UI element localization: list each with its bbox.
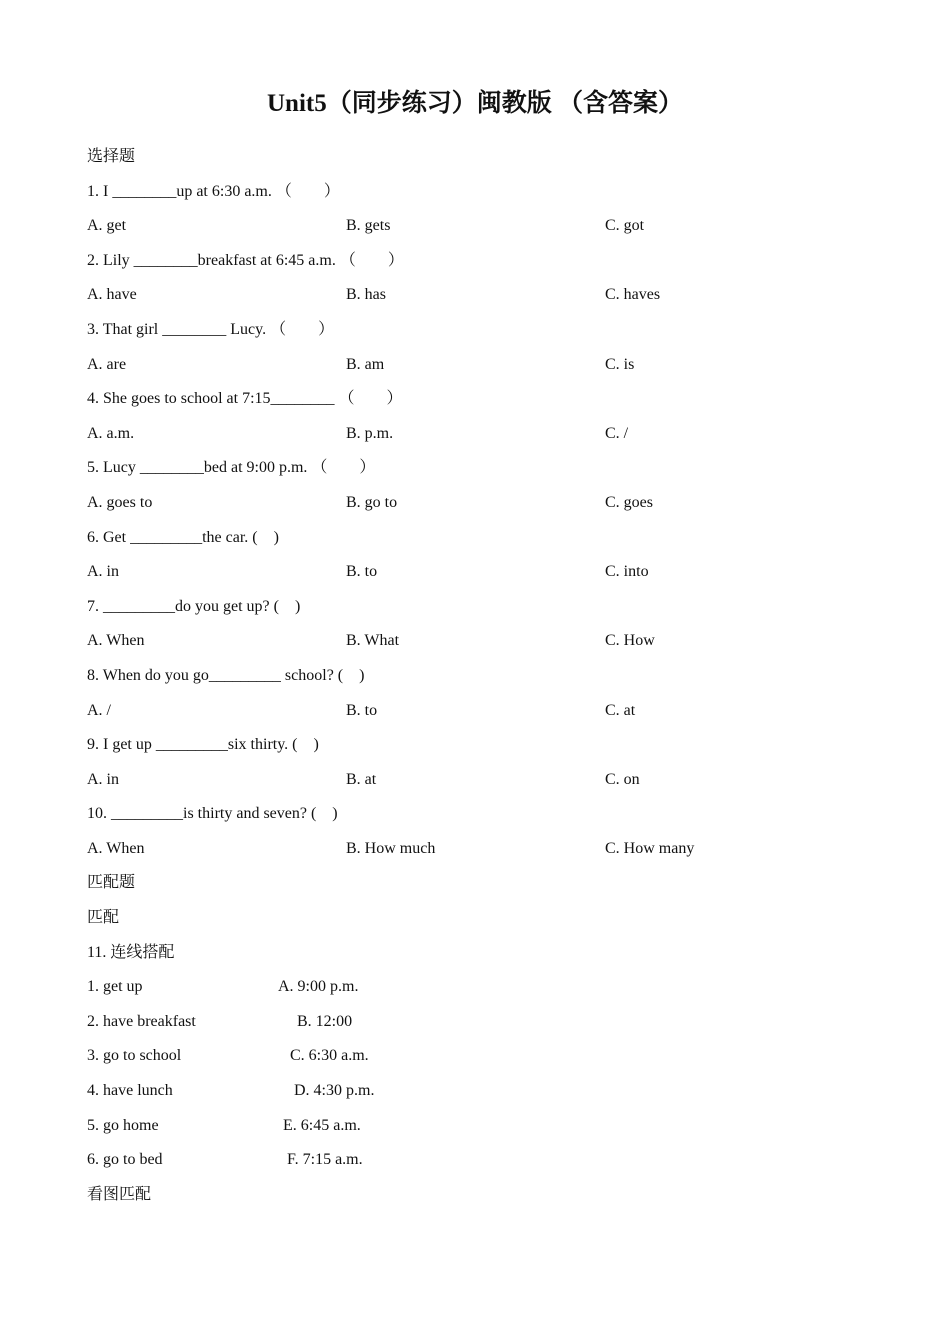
matching-row xyxy=(87,1074,887,1109)
option-b: B. to xyxy=(346,563,378,581)
matching-row xyxy=(87,1005,887,1040)
option-c: C. into xyxy=(605,563,649,581)
matching-time: F. 7:15 a.m. xyxy=(287,1151,363,1169)
matching-time: A. 9:00 p.m. xyxy=(278,978,359,996)
option-c: C. on xyxy=(605,770,640,788)
matching-row xyxy=(87,1109,887,1144)
matching-row xyxy=(87,1143,887,1178)
option-c: C. haves xyxy=(605,286,661,304)
question-stem: 5. Lucy ________bed at 9:00 p.m. （ ） xyxy=(87,459,376,477)
question-options xyxy=(87,417,887,452)
subsection-heading-match: 匹配 xyxy=(87,909,120,927)
option-a: A. When xyxy=(87,632,145,650)
option-c: C. / xyxy=(605,424,629,442)
option-c: C. How many xyxy=(605,839,695,857)
option-c: C. goes xyxy=(605,493,653,511)
option-b: B. What xyxy=(346,632,400,650)
question-options xyxy=(87,624,887,659)
question-stem: 3. That girl ________ Lucy. （ ） xyxy=(87,320,335,338)
question-options xyxy=(87,832,887,867)
option-c: C. got xyxy=(605,217,645,235)
matching-activity: 5. go home xyxy=(87,1116,159,1134)
option-b: B. How much xyxy=(346,839,436,857)
option-a: A. get xyxy=(87,217,127,235)
option-b: B. am xyxy=(346,355,385,373)
page-title: Unit5（同步练习）闽教版 （含答案） xyxy=(267,90,683,117)
section-heading-choice: 选择题 xyxy=(87,148,136,165)
question-stem: 7. _________do you get up? ( ) xyxy=(87,597,301,615)
matching-activity: 2. have breakfast xyxy=(87,1012,196,1030)
matching-row xyxy=(87,1039,887,1074)
option-a: A. / xyxy=(87,701,111,719)
question-stem: 1. I ________up at 6:30 a.m. （ ） xyxy=(87,182,340,200)
option-a: A. a.m. xyxy=(87,424,135,442)
option-a: A. When xyxy=(87,839,145,857)
option-b: B. has xyxy=(346,286,386,304)
question-stem: 6. Get _________the car. ( ) xyxy=(87,528,279,546)
matching-row xyxy=(87,970,887,1005)
option-a: A. in xyxy=(87,563,119,581)
matching-activity: 4. have lunch xyxy=(87,1082,173,1100)
question-options xyxy=(87,486,887,521)
matching-time: D. 4:30 p.m. xyxy=(294,1082,375,1100)
option-a: A. goes to xyxy=(87,493,153,511)
option-a: A. are xyxy=(87,355,127,373)
question-list xyxy=(87,175,887,867)
matching-activity: 1. get up xyxy=(87,978,143,996)
option-b: B. go to xyxy=(346,493,398,511)
question-stem: 2. Lily ________breakfast at 6:45 a.m. （ ） xyxy=(87,251,404,269)
matching-activity: 3. go to school xyxy=(87,1047,182,1065)
matching-activity: 6. go to bed xyxy=(87,1151,163,1169)
question-stem: 9. I get up _________six thirty. ( ) xyxy=(87,736,319,754)
question-options xyxy=(87,555,887,590)
option-c: C. at xyxy=(605,701,636,719)
question-options xyxy=(87,763,887,798)
question-stem: 8. When do you go_________ school? ( ) xyxy=(87,666,365,684)
question-options xyxy=(87,278,887,313)
worksheet-content xyxy=(87,140,887,1212)
matching-list xyxy=(87,970,887,1178)
option-c: C. is xyxy=(605,355,635,373)
option-b: B. to xyxy=(346,701,378,719)
option-b: B. p.m. xyxy=(346,424,394,442)
option-c: C. How xyxy=(605,632,655,650)
section-heading-match: 匹配题 xyxy=(87,874,136,892)
matching-time: E. 6:45 a.m. xyxy=(283,1116,361,1134)
matching-time: C. 6:30 a.m. xyxy=(290,1047,369,1065)
section-heading-picture-match: 看图匹配 xyxy=(87,1185,152,1203)
matching-time: B. 12:00 xyxy=(297,1012,353,1030)
question-stem: 4. She goes to school at 7:15________ （ ） xyxy=(87,390,403,408)
question-options xyxy=(87,209,887,244)
question-stem: 10. _________is thirty and seven? ( ) xyxy=(87,805,338,823)
question-11-label: 11. 连线搭配 xyxy=(87,943,175,961)
option-b: B. gets xyxy=(346,217,391,235)
question-options xyxy=(87,694,887,729)
option-a: A. in xyxy=(87,770,119,788)
option-a: A. have xyxy=(87,286,137,304)
question-options xyxy=(87,348,887,383)
option-b: B. at xyxy=(346,770,377,788)
